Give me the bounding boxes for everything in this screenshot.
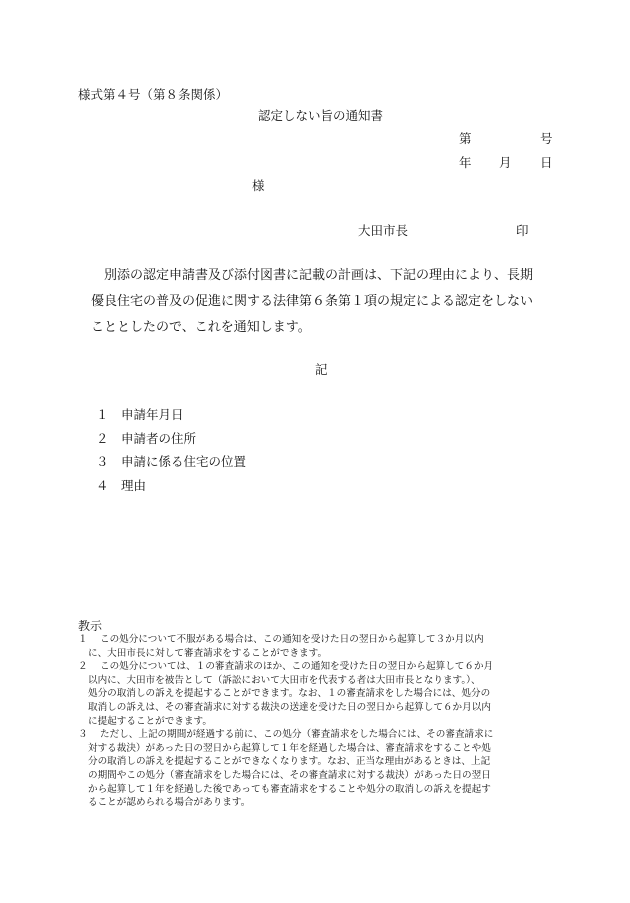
item-label: 申請年月日 [121,407,184,422]
item-number: １ [96,407,109,422]
note-item [78,728,558,810]
note-line: から起算して１年を経過した後であっても審査請求をすることや処分の取消しの訴えを提起す [88,783,491,795]
doc-no-suffix: 号 [540,131,553,146]
item-label: 申請に係る住宅の位置 [121,454,247,469]
note-item [78,660,558,728]
note-line: 取消しの訴えは、その審査請求に対する裁決の送達を受けた日の翌日から起算して６か月以内 [88,701,491,713]
document-title: 認定しない旨の通知書 [258,108,384,123]
notification-body [91,263,561,341]
list-item [96,452,246,470]
item-label: 理由 [121,478,147,493]
notes-heading: 教示 [78,619,103,633]
doc-no-prefix: 第 [459,131,472,146]
note-line: ることが認められる場合があります。 [88,797,251,809]
note-line: この処分について不服がある場合は、この通知を受けた日の翌日から起算して３か月以内 [100,634,484,645]
date-month: 月 [499,155,512,170]
note-line: 対する裁決）があった日の翌日から起算して１年を経過した場合は、審査請求をすることや処 [88,742,491,754]
body-line: 優良住宅の普及の促進に関する法律第６条第１項の規定による認定をしない [91,294,534,309]
note-number: １ [78,634,88,645]
date-day: 日 [540,155,553,170]
note-line: に提起することができます。 [88,715,212,727]
list-item [96,476,146,494]
note-number: ３ [78,729,88,741]
form-number: 様式第４号（第８条関係） [78,87,229,102]
body-line: こととしたので、これを通知します。 [91,320,311,335]
issuer-name: 大田市長 [358,223,409,238]
issuer-seal: 印 [516,223,529,238]
item-number: ３ [96,454,109,469]
note-item [78,633,558,660]
note-number: ２ [78,661,88,673]
note-line: 以内に、大田市を被告として（訴訟において大田市を代表する者は大田市長となります。）、 [88,674,481,686]
note-line: 処分の取消しの訴えを提起することができます。なお、１の審査請求をした場合には、処分の [88,688,491,700]
addressee-suffix: 様 [252,178,265,193]
list-item [96,405,184,423]
item-number: ４ [96,478,109,493]
note-line: 分の取消しの訴えを提起することができなくなります。なお、正当な理由があるときは、上記 [88,756,491,768]
note-line: の期間やこの処分（審査請求をした場合には、その審査請求に対する裁決）があった日の翌日 [88,769,491,781]
body-line: 別添の認定申請書及び添付図書に記載の計画は、下記の理由により、長期 [104,268,534,283]
note-line: この処分については、１の審査請求のほか、この通知を受けた日の翌日から起算して６か月 [100,661,494,673]
item-number: ２ [96,431,109,446]
list-item [96,429,196,447]
ki-heading: 記 [315,362,328,377]
note-line: ただし、上記の期間が経過する前に、この処分（審査請求をした場合には、その審査請求に [100,729,494,741]
instruction-notes [78,633,558,810]
item-label: 申請者の住所 [121,431,197,446]
date-year: 年 [459,155,472,170]
note-line: に、大田市長に対して審査請求をすることができます。 [88,647,328,659]
